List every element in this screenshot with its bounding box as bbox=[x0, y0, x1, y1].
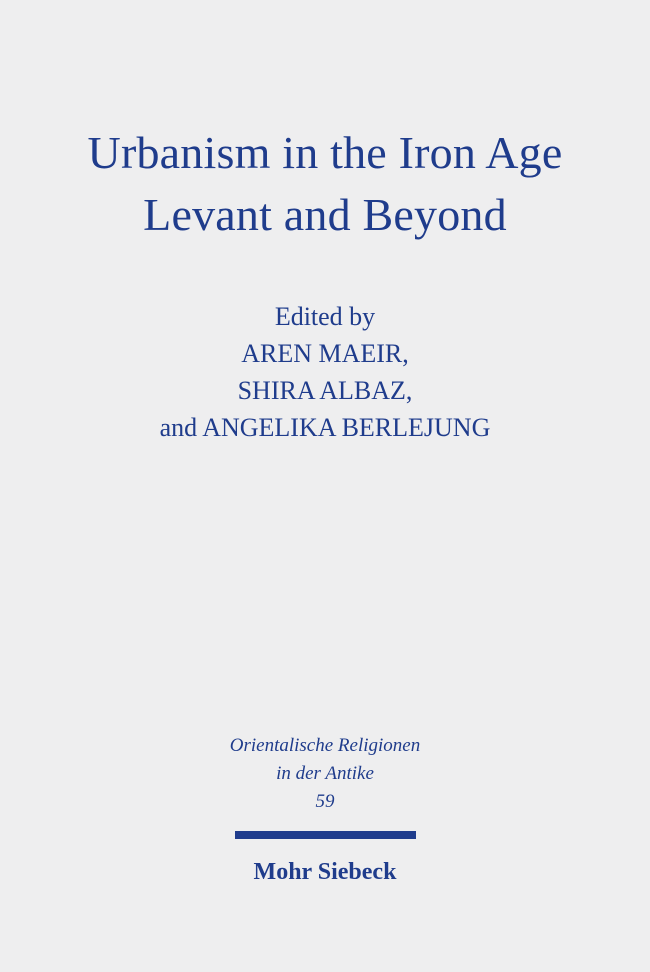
edited-by-label: Edited by bbox=[274, 302, 376, 331]
divider-bar bbox=[235, 831, 416, 839]
series-name-line-2: in der Antike bbox=[276, 763, 374, 784]
title-line-1: Urbanism in the Iron Age bbox=[87, 127, 563, 178]
editor-name-2: SHIRA ALBAZ, bbox=[237, 376, 413, 405]
series-block bbox=[0, 732, 650, 816]
book-title bbox=[0, 122, 650, 246]
editors-block bbox=[0, 298, 650, 446]
editor-name-3: and ANGELIKA BERLEJUNG bbox=[159, 413, 491, 442]
series-name-line-1: Orientalische Religionen bbox=[229, 735, 421, 756]
publisher-name: Mohr Siebeck bbox=[253, 859, 397, 885]
series-number: 59 bbox=[315, 791, 335, 812]
title-line-2: Levant and Beyond bbox=[143, 189, 507, 240]
editor-name-1: AREN MAEIR, bbox=[241, 339, 409, 368]
